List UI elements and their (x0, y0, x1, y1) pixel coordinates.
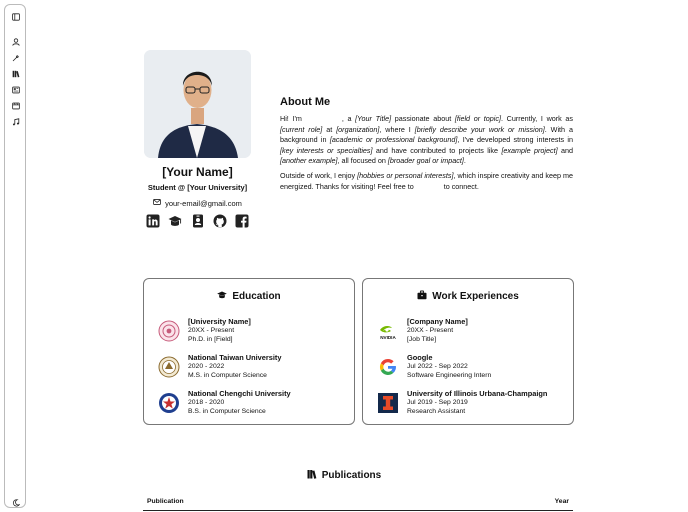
education-dates: 20XX - Present (188, 327, 235, 334)
envelope-icon (153, 198, 161, 208)
work-entry (377, 317, 468, 344)
film-icon[interactable] (10, 100, 21, 111)
work-entry (377, 389, 547, 416)
work-role: Research Assistant (407, 408, 466, 415)
education-name: National Taiwan University (188, 353, 282, 362)
social-links (146, 214, 249, 228)
work-role: [Job Title] (407, 336, 437, 343)
education-dates: 2020 - 2022 (188, 363, 225, 370)
profile-affiliation: Student @ [Your University] (147, 183, 248, 192)
work-dates: Jul 2022 - Sep 2022 (407, 363, 468, 370)
id-badge-icon[interactable] (191, 214, 205, 228)
work-dates: 20XX - Present (407, 327, 454, 334)
education-title: Education (144, 290, 354, 303)
facebook-icon[interactable] (235, 214, 249, 228)
user-icon[interactable] (10, 36, 21, 47)
work-company: University of Illinois Urbana-Champaign (407, 389, 548, 398)
briefcase-icon (417, 290, 427, 303)
year-column-header[interactable]: Year (554, 498, 569, 505)
email-row[interactable] (136, 198, 259, 208)
github-icon[interactable] (213, 214, 227, 228)
graduation-cap-icon (217, 290, 227, 303)
profile-photo (144, 50, 251, 158)
publication-column-header[interactable]: Publication (147, 498, 184, 505)
education-name: National Chengchi University (188, 389, 291, 398)
work-company: [Company Name] (407, 317, 468, 326)
education-degree: Ph.D. in [Field] (188, 336, 233, 343)
nccu-seal-icon (158, 392, 180, 414)
newspaper-icon[interactable] (10, 84, 21, 95)
profile-name: [Your Name] (162, 165, 233, 179)
education-degree: M.S. in Computer Science (188, 372, 267, 379)
work-entry (377, 353, 491, 380)
svg-text:NVIDIA: NVIDIA (380, 334, 396, 340)
about-paragraph-2: Outside of work, I enjoy [hobbies or personal interests], which inspire creativity and keep me energized. Thanks for visiting! Feel free to to connect. (280, 171, 573, 191)
sidebar (4, 4, 26, 508)
moon-icon[interactable] (10, 497, 21, 508)
education-name: [University Name] (188, 317, 251, 326)
work-card (362, 278, 574, 425)
about-paragraph-1: Hi! I'm , a [Your Title] passionate about [field or topic]. Currently, I work as [current role] at [organization], where I [briefly describe your work or mission]. With a background in [academic or professional background], I've developed strong interests in [key interests or specialties] and have contributed to projects like [example project] and [another example], all focused on [broader goal or impact]. (280, 114, 574, 165)
education-degree: B.S. in Computer Science (188, 408, 266, 415)
work-dates: Jul 2019 - Sep 2019 (407, 399, 468, 406)
email-link[interactable]: your-email@gmail.com (165, 198, 242, 208)
education-entry (158, 353, 282, 380)
education-dates: 2018 - 2020 (188, 399, 225, 406)
publications-title: Publications (0, 469, 688, 482)
work-role: Software Engineering Intern (407, 372, 492, 379)
work-company: Google (407, 353, 433, 362)
work-title: Work Experiences (363, 290, 573, 303)
book-stack-icon (307, 469, 317, 482)
illinois-logo-icon (377, 392, 399, 414)
wrench-icon[interactable] (10, 52, 21, 63)
ntu-seal-icon (158, 356, 180, 378)
university-seal-icon (158, 320, 180, 342)
music-icon[interactable] (10, 116, 21, 127)
graduation-cap-icon[interactable] (168, 214, 182, 228)
education-entry (158, 317, 251, 344)
education-entry (158, 389, 291, 416)
books-icon[interactable] (10, 68, 21, 79)
sidebar-toggle-icon[interactable] (10, 11, 21, 22)
table-divider (143, 510, 573, 511)
linkedin-icon[interactable] (146, 214, 160, 228)
education-card (143, 278, 355, 425)
google-logo-icon (377, 356, 399, 378)
nvidia-logo-icon (377, 320, 399, 342)
about-title: About Me (280, 96, 331, 108)
publications-table-header (143, 498, 573, 505)
